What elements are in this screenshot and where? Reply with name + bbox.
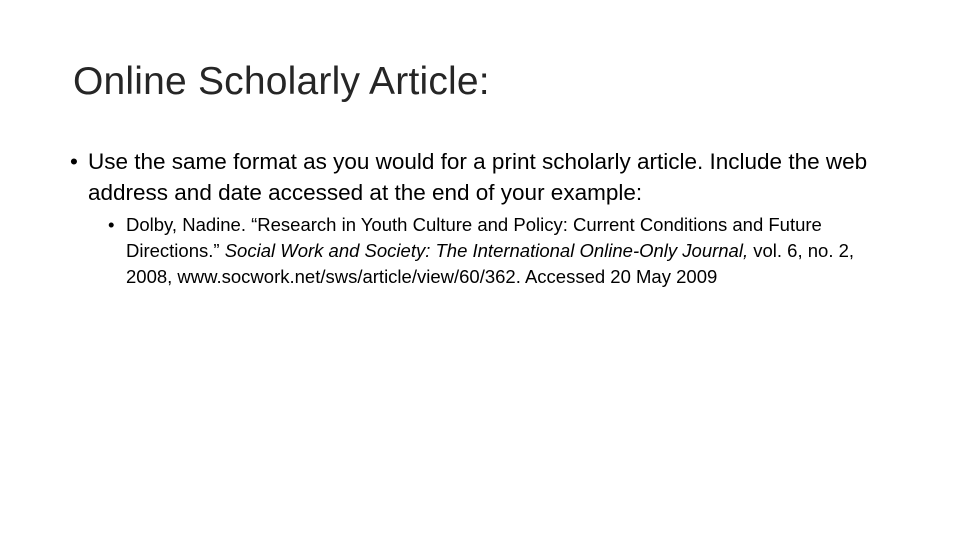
sub-bullet-marker: • [108, 214, 115, 235]
citation-journal: Social Work and Society: The International Online-Only Journal, [224, 240, 749, 261]
citation-details: vol. 6, no. 2, 2008, www.socwork.net/sws/article/view/60/362. Accessed 20 May 2009 [126, 240, 855, 287]
bullet-text: Use the same format as you would for a print scholarly article. Include the web address and date accessed at the end of your example: [88, 149, 868, 205]
bullet-item [70, 146, 900, 208]
sub-bullet-item [108, 212, 888, 290]
citation-author-title: Dolby, Nadine. “Research in Youth Culture and Policy: Current Conditions and Future Directions.” [126, 214, 822, 261]
slide-title: Online Scholarly Article: [73, 60, 490, 103]
bullet-marker: • [70, 149, 78, 174]
citation-text [126, 212, 888, 290]
